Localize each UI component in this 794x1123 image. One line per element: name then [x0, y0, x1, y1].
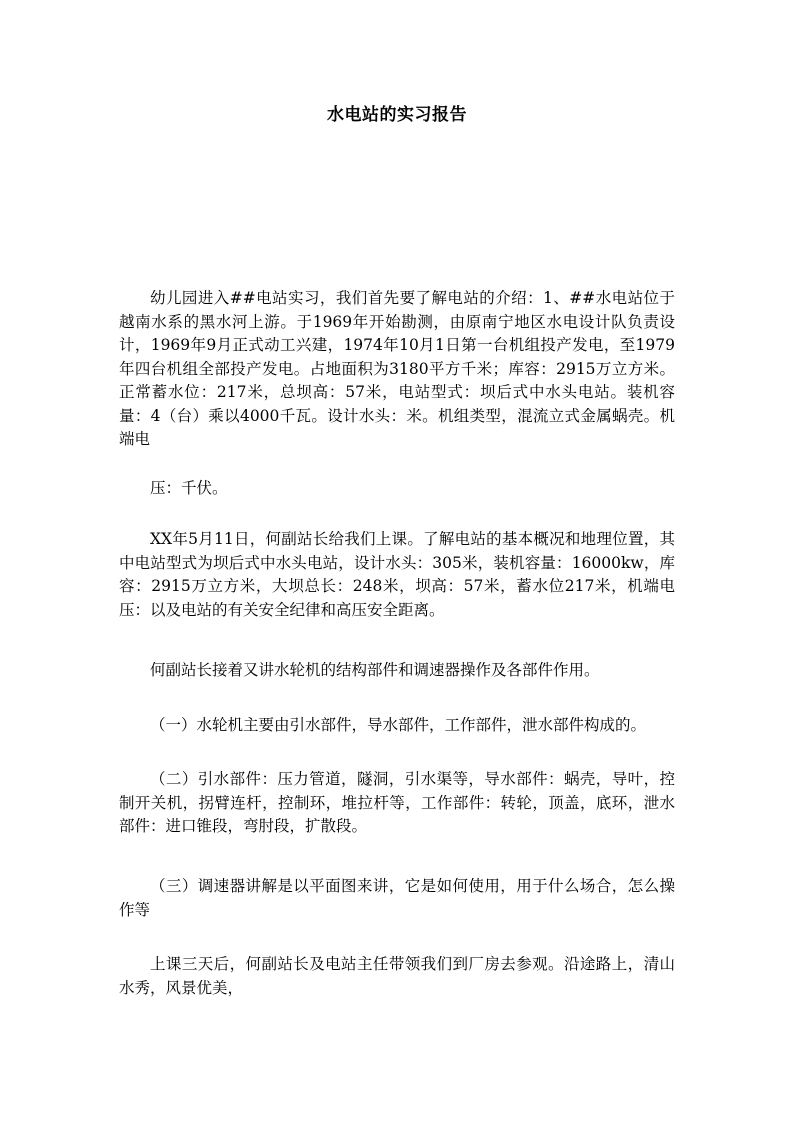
document-title: 水电站的实习报告 [327, 105, 467, 125]
paragraph-voltage: 压：千伏。 [150, 479, 228, 497]
paragraph-component-details: （二）引水部件：压力管道，隧洞，引水渠等，导水部件：蜗壳，导叶，控制开关机，拐臂连杆，控制环，堆拉杆等，工作部件：转轮，顶盖，底环，泄水部件：进口锥段，弯肘段，扩散段。 [119, 770, 675, 835]
paragraph-turbine-components: （一）水轮机主要由引水部件，导水部件，工作部件，泄水部件构成的。 [150, 716, 647, 734]
paragraph-station-intro: 幼儿园进入##电站实习，我们首先要了解电站的介绍：1、##水电站位于越南水系的黑水河上游。于1969年开始勘测，由原南宁地区水电设计队负责设计，1969年9月正式动工兴建，1974年10月1日第一台机组投产发电，至1979年四台机组全部投产发电。占地面积为3180平方千米；库容：2915万立方米。正常蓄水位：217米，总坝高：57米，电站型式：坝后式中水头电站。装机容量：4（台）乘以4000千瓦。设计水头：米。机组类型，混流立式金属蜗壳。机端电 [119, 289, 675, 448]
paragraph-turbine-intro: 何副站长接着又讲水轮机的结构部件和调速器操作及各部件作用。 [150, 661, 600, 679]
paragraph-governor: （三）调速器讲解是以平面图来讲，它是如何使用，用于什么场合，怎么操作等 [119, 877, 675, 919]
paragraph-lecture-overview: XX年5月11日，何副站长给我们上课。了解电站的基本概况和地理位置，其中电站型式为坝后式中水头电站，设计水头：305米，装机容量：16000kw，库容：2915万立方米，大坝总长：248米，坝高：57米，蓄水位217米，机端电压：以及电站的有关安全纪律和高压安全距离。 [119, 530, 675, 619]
paragraph-plant-visit: 上课三天后，何副站长及电站主任带领我们到厂房去参观。沿途路上，清山水秀，风景优美， [119, 955, 675, 997]
